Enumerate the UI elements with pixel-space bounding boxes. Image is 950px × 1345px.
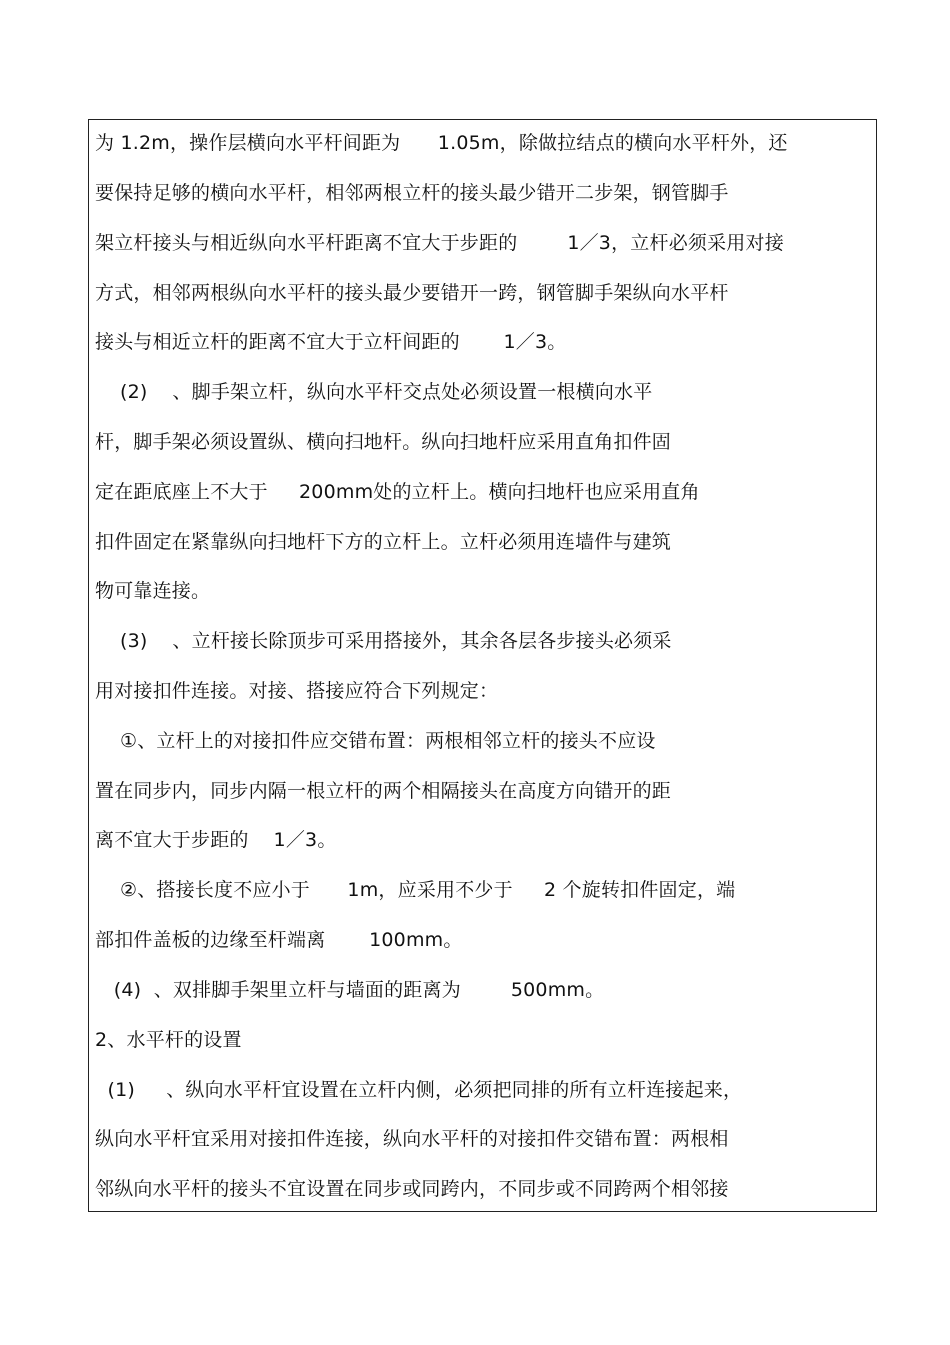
text-line-21: 纵向水平杆宜采用对接扣件连接，纵向水平杆的对接扣件交错布置：两根相	[95, 1128, 729, 1150]
text-line-15: 离不宜大于步距的 1／3。	[95, 829, 337, 851]
text-line-20: (1) 、纵向水平杆宜设置在立杆内侧，必须把同排的所有立杆连接起来，	[95, 1079, 743, 1101]
text-line-8: 定在距底座上不大于 200mm处的立杆上。横向扫地杆也应采用直角	[95, 481, 700, 503]
text-line-7: 杆，脚手架必须设置纵、横向扫地杆。纵向扫地杆应采用直角扣件固	[95, 431, 672, 453]
text-line-5: 接头与相近立杆的距离不宜大于立杆间距的 1／3。	[95, 331, 567, 353]
text-line-9: 扣件固定在紧靠纵向扫地杆下方的立杆上。立杆必须用连墙件与建筑	[95, 531, 672, 553]
text-line-11: (3) 、立杆接长除顶步可采用搭接外，其余各层各步接头必须采	[95, 630, 672, 652]
text-line-13: ①、立杆上的对接扣件应交错布置：两根相邻立杆的接头不应设	[95, 730, 656, 752]
text-line-3: 架立杆接头与相近纵向水平杆距离不宜大于步距的 1／3，立杆必须采用对接	[95, 232, 784, 254]
text-line-17: 部扣件盖板的边缘至杆端离 100mm。	[95, 929, 463, 951]
text-line-16: ②、搭接长度不应小于 1m，应采用不少于 2 个旋转扣件固定，端	[95, 879, 736, 901]
text-line-14: 置在同步内，同步内隔一根立杆的两个相隔接头在高度方向错开的距	[95, 780, 672, 802]
text-line-18: (4) 、双排脚手架里立杆与墙面的距离为 500mm。	[95, 979, 605, 1001]
section-heading: 2、水平杆的设置	[95, 1029, 242, 1051]
text-line-22: 邻纵向水平杆的接头不宜设置在同步或同跨内，不同步或不同跨两个相邻接	[95, 1178, 729, 1200]
text-line-2: 要保持足够的横向水平杆，相邻两根立杆的接头最少错开二步架，钢管脚手	[95, 182, 729, 204]
text-line-1: 为 1.2m，操作层横向水平杆间距为 1.05m，除做拉结点的横向水平杆外，还	[95, 132, 788, 154]
text-line-4: 方式，相邻两根纵向水平杆的接头最少要错开一跨，钢管脚手架纵向水平杆	[95, 282, 729, 304]
text-line-10: 物可靠连接。	[95, 580, 211, 602]
text-line-6: (2) 、脚手架立杆，纵向水平杆交点处必须设置一根横向水平	[95, 381, 653, 403]
text-line-12: 用对接扣件连接。对接、搭接应符合下列规定：	[95, 680, 499, 702]
